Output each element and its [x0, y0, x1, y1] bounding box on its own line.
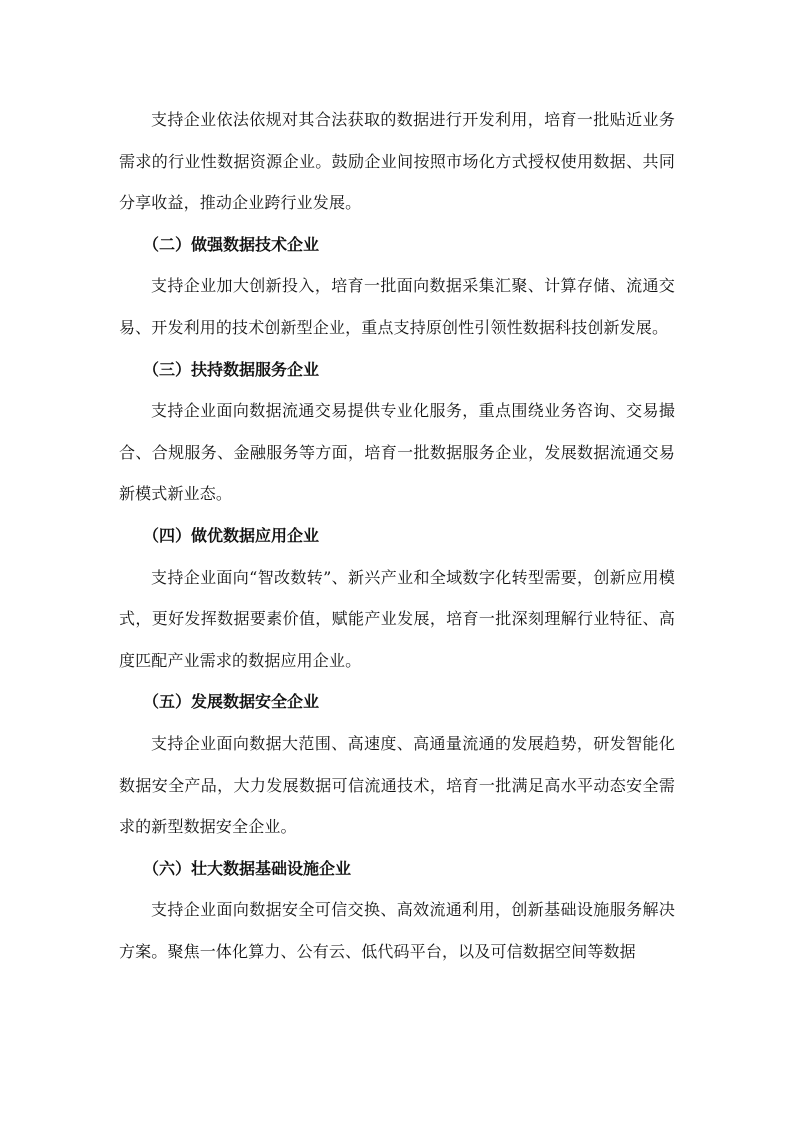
section-paragraph-2: 支持企业加大创新投入，培育一批面向数据采集汇聚、计算存储、流通交易、开发利用的技术创新型企业，重点支持原创性引领性数据科技创新发展。	[119, 276, 675, 337]
intro-paragraph: 支持企业依法依规对其合法获取的数据进行开发利用，培育一批贴近业务需求的行业性数据资源企业。鼓励企业间按照市场化方式授权使用数据、共同分享收益，推动企业跨行业发展。	[119, 110, 675, 213]
section-paragraph-3: 支持企业面向数据流通交易提供专业化服务，重点围绕业务咨询、交易撮合、合规服务、金融服务等方面，培育一批数据服务企业，发展数据流通交易新模式新业态。	[119, 401, 675, 504]
section-paragraph-6: 支持企业面向数据安全可信交换、高效流通利用，创新基础设施服务解决方案。聚焦一体化算力、公有云、低代码平台，以及可信数据空间等数据	[119, 900, 675, 961]
section-paragraph-5: 支持企业面向数据大范围、高速度、高通量流通的发展趋势，研发智能化数据安全产品，大力发展数据可信流通技术，培育一批满足高水平动态安全需求的新型数据安全企业。	[119, 733, 675, 837]
section-heading-3: （三）扶持数据服务企业	[143, 359, 320, 379]
document-body	[119, 99, 675, 972]
section-heading-6: （六）壮大数据基础设施企业	[143, 858, 352, 878]
section-paragraph-4: 支持企业面向“智改数转”、新兴产业和全域数字化转型需要，创新应用模式，更好发挥数据要素价值，赋能产业发展，培育一批深刻理解行业特征、高度匹配产业需求的数据应用企业。	[119, 567, 675, 670]
section-heading-2: （二）做强数据技术企业	[143, 234, 320, 254]
section-heading-5: （五）发展数据安全企业	[143, 692, 320, 712]
section-heading-4: （四）做优数据应用企业	[143, 525, 320, 545]
